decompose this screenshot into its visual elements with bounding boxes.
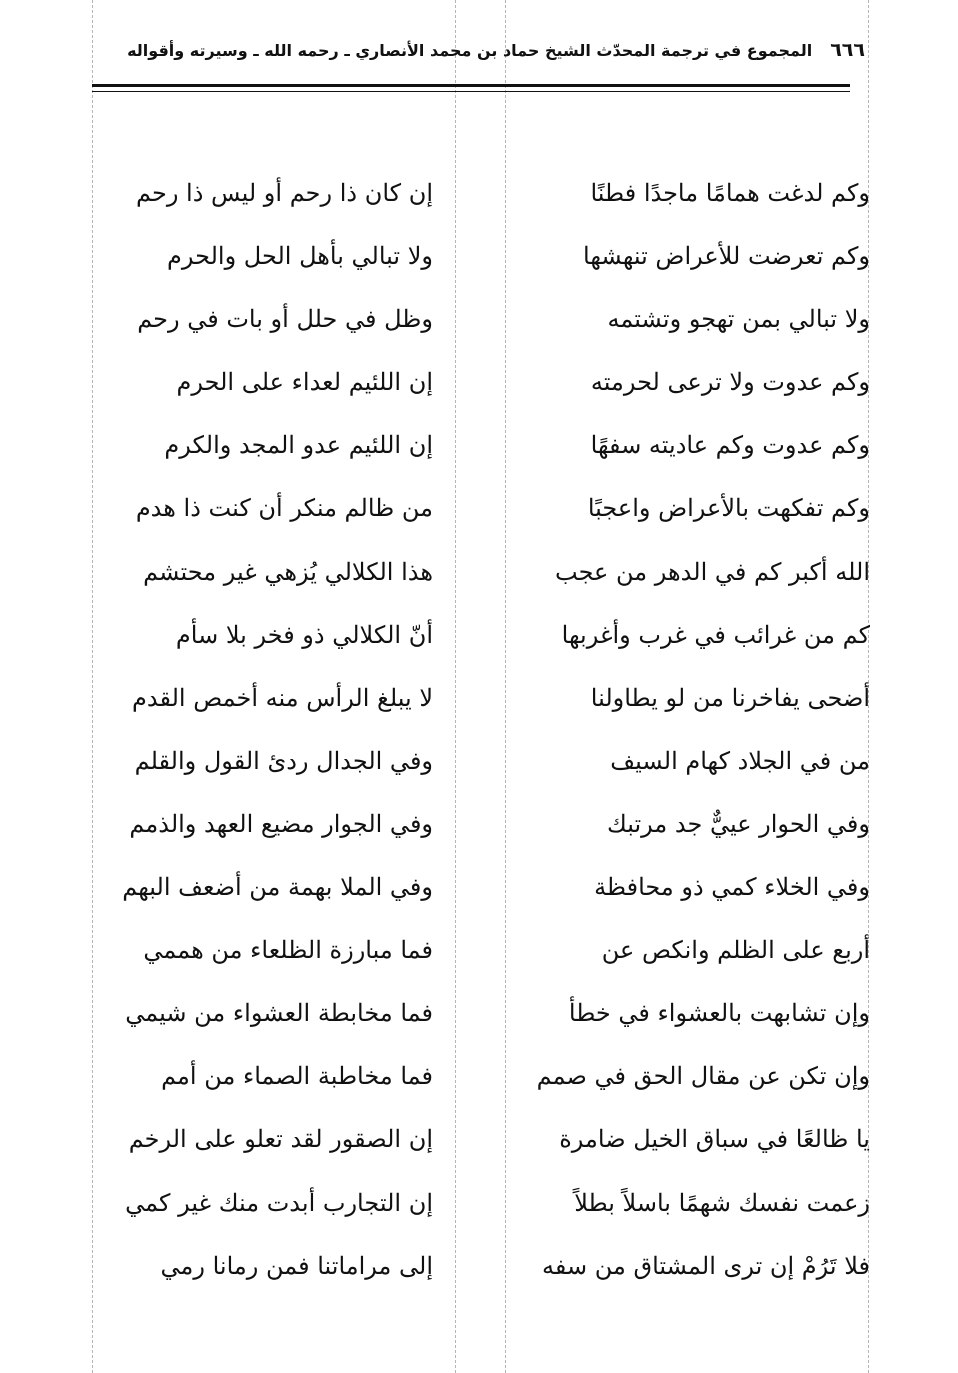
header-rule-thin <box>92 91 850 92</box>
verse-second-hemistich: هذا الكلالي يُزهي غير محتشم <box>143 557 433 586</box>
page-header <box>127 30 865 70</box>
verse-first-hemistich: ولا تبالي بمن تهجو وتشتمه <box>607 305 870 334</box>
verse-second-hemistich: فما مخابطة العشواء من شيمي <box>125 999 433 1028</box>
verse-second-hemistich: لا يبلغ الرأس منه أخمص القدم <box>132 683 433 712</box>
verse-second-hemistich: فما مخاطبة الصماء من أمم <box>161 1062 433 1091</box>
verse-second-hemistich: إن اللئيم لعداء على الحرم <box>176 368 433 397</box>
verse-first-hemistich: وفي الخلاء كمي ذو محافظة <box>594 873 870 902</box>
poem-left-column <box>88 162 433 1298</box>
verse-second-hemistich: من ظالم منكر أن كنت ذا هدم <box>135 494 433 523</box>
verse-second-hemistich: إن اللئيم عدو المجد والكرم <box>164 431 433 460</box>
verse-first-hemistich: وكم لدغت همامًا ماجدًا فطنًا <box>590 179 870 207</box>
verse-first-hemistich: وكم تعرضت للأعراض تنهشها <box>583 242 870 271</box>
verse-first-hemistich: وفي الحوار عييٌّ جد مرتبك <box>607 809 870 838</box>
verse-second-hemistich: إن التجارب أبدت منك غير كمي <box>125 1188 433 1217</box>
verse-second-hemistich: وفي الجوار مضيع العهد والذمم <box>129 809 433 838</box>
verse-second-hemistich: وفي الجدال ردئ القول والقلم <box>134 746 433 775</box>
verse-first-hemistich: وكم عدوت ولا ترعى لحرمته <box>590 368 870 397</box>
verse-first-hemistich: الله أكبر كم في الدهر من عجب <box>555 557 870 586</box>
verse-second-hemistich: إلى مراماتنا فمن رمانا رمي <box>160 1251 433 1280</box>
verse-first-hemistich: زعمت نفسك شهمًا باسلاً بطلاً <box>574 1188 870 1217</box>
header-rule-thick <box>92 84 850 87</box>
verse-first-hemistich: وإن تشابهت بالعشواء في خطأ <box>568 999 870 1028</box>
verse-second-hemistich: فما مبارزة الظلعاء من هممي <box>143 936 433 965</box>
center-guide-line-right <box>505 0 506 1373</box>
verse-first-hemistich: من في الجلاد كهام السيف <box>610 746 870 775</box>
running-title: المجموع في ترجمة المحدّث الشيخ حماد بن محمد الأنصاري ـ رحمه الله ـ وسيرته وأقواله <box>127 40 813 60</box>
verse-second-hemistich: وظل في حلل أو بات في رحم <box>137 305 433 334</box>
verse-first-hemistich: فلا تَرُمْ إن ترى المشتاق من سفه <box>541 1251 870 1280</box>
verse-first-hemistich: يا ظالعًا في سباق الخيل ضامرة <box>559 1125 870 1154</box>
verse-second-hemistich: إن كان ذا رحم أو ليس ذا رحم <box>136 179 433 207</box>
verse-second-hemistich: ولا تبالي بأهل الحل والحرم <box>167 242 433 271</box>
verse-second-hemistich: إن الصقور لقد تعلو على الرخم <box>128 1125 433 1154</box>
verse-first-hemistich: أضحى يفاخرنا من لو يطاولنا <box>590 683 870 712</box>
center-guide-line-left <box>455 0 456 1373</box>
verse-second-hemistich: أنّ الكلالي ذو فخر بلا سأم <box>175 620 433 649</box>
verse-second-hemistich: وفي الملا بهمة من أضعف البهم <box>122 873 433 902</box>
verse-first-hemistich: وكم عدوت وكم عاديته سفهًا <box>590 431 870 460</box>
page-number: ٦٦٦ <box>830 39 865 61</box>
verse-first-hemistich: كم من غرائب في غرب وأغربها <box>561 620 870 649</box>
verse-first-hemistich: وكم تفكهت بالأعراض واعجبًا <box>587 494 870 523</box>
poem-right-column <box>525 162 870 1298</box>
verse-first-hemistich: أربع على الظلم وانكص عن <box>601 936 870 965</box>
verse-first-hemistich: وإن تكن عن مقال الحق في صمم <box>536 1062 870 1091</box>
